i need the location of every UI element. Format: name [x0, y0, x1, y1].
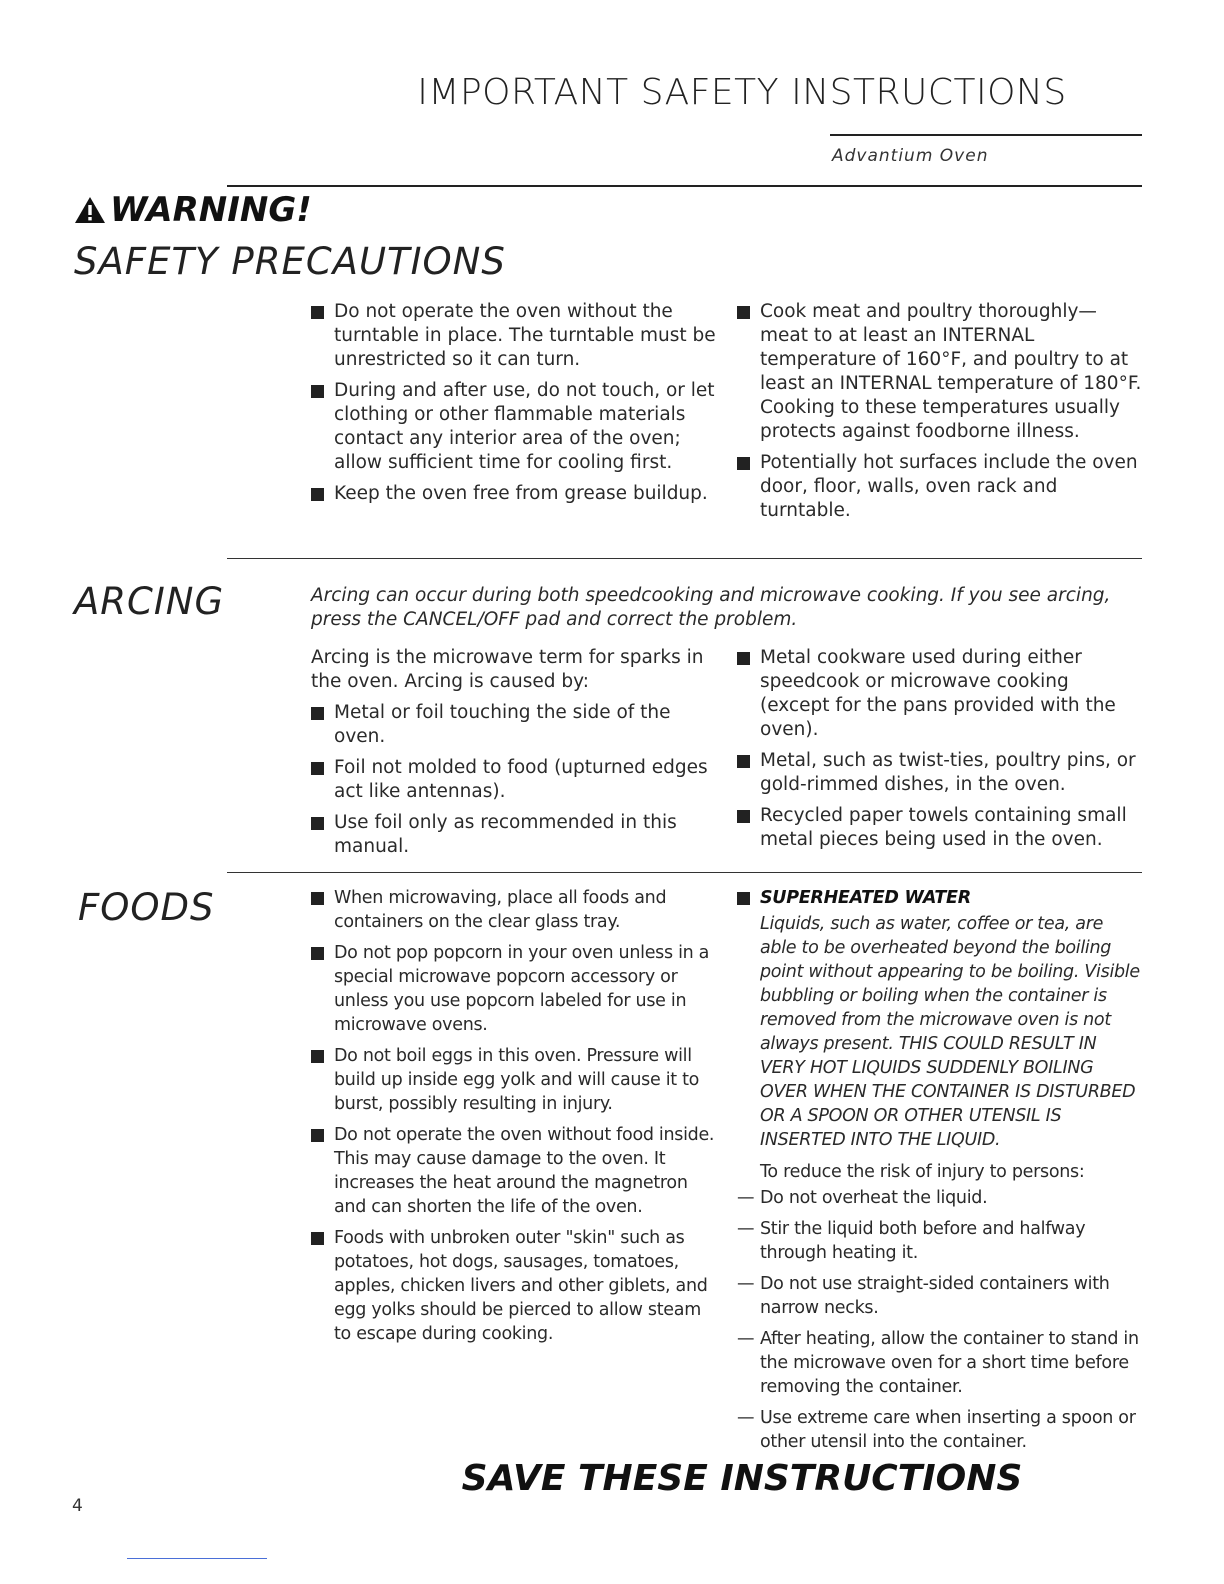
list-item: Potentially hot surfaces include the oven door, floor, walls, oven rack and turntable. [737, 451, 1142, 523]
superheated-lead: To reduce the risk of injury to persons: [760, 1162, 1085, 1182]
save-instructions: SAVE THESE INSTRUCTIONS [461, 1458, 1023, 1499]
section-divider [227, 872, 1142, 873]
list-item: Metal or foil touching the side of the oven. [311, 701, 716, 749]
list-item: Cook meat and poultry thoroughly—meat to at least an INTERNAL temperature of 160°F, and poultry to at least an INTERNAL temperature of 180°F. Cooking to these temperatures usually protects against foodborne illness. [737, 300, 1142, 444]
dash-item: — Use extreme care when inserting a spoon or other utensil into the container. [737, 1408, 1136, 1452]
superheated-water-title: SUPERHEATED WATER [737, 886, 1142, 910]
warning-title [74, 190, 312, 230]
safety-precautions-heading: SAFETY PRECAUTIONS [74, 240, 506, 283]
safety-right-column [737, 300, 1142, 530]
list-item: Recycled paper towels containing small metal pieces being used in the oven. [737, 804, 1142, 852]
dash-item: — Do not overheat the liquid. [737, 1188, 988, 1208]
arcing-intro: Arcing can occur during both speedcooking and microwave cooking. If you see arcing, press the CANCEL/OFF pad and correct the problem. [311, 585, 1111, 630]
list-item: During and after use, do not touch, or let clothing or other flammable materials contact any interior area of the oven; allow sufficient time for cooling first. [311, 379, 716, 475]
foods-left-column [311, 886, 716, 1353]
dash-item: — Stir the liquid both before and halfway through heating it. [737, 1219, 1086, 1263]
dash-item: — After heating, allow the container to stand in the microwave oven for a short time before removing the container. [737, 1329, 1139, 1397]
dash-item: — Do not use straight-sided containers with narrow necks. [737, 1274, 1110, 1318]
footer-link-line [127, 1558, 267, 1559]
list-item: Foods with unbroken outer "skin" such as potatoes, hot dogs, sausages, tomatoes, apples, chicken livers and other giblets, and egg yolks should be pierced to allow steam to escape during cooking. [311, 1226, 716, 1346]
page-title: IMPORTANT SAFETY INSTRUCTIONS [417, 72, 1067, 113]
arcing-right-column [737, 646, 1142, 859]
arcing-heading: ARCING [74, 580, 225, 623]
foods-right-column [737, 886, 1142, 1461]
list-item: Do not pop popcorn in your oven unless in a special microwave popcorn accessory or unless you use popcorn labeled for use in microwave ovens. [311, 941, 716, 1037]
warning-label: WARNING! [110, 190, 312, 230]
list-item: When microwaving, place all foods and containers on the clear glass tray. [311, 886, 716, 934]
superheated-water-body: Liquids, such as water, coffee or tea, are able to be overheated beyond the boiling point without appearing to be boiling. Visible bubbling or boiling when the container is removed from the microwave oven is not always present. THIS COULD RESULT IN VERY HOT LIQUIDS SUDDENLY BOILING OVER WHEN THE CONTAINER IS DISTURBED OR A SPOON OR OTHER UTENSIL IS INSERTED INTO THE LIQUID. [760, 914, 1140, 1150]
header-rule-short [830, 134, 1142, 136]
list-item: Do not operate the oven without food inside. This may cause damage to the oven. It increases the heat around the magnetron and can shorten the life of the oven. [311, 1123, 716, 1219]
page-number: 4 [72, 1496, 83, 1516]
section-divider [227, 558, 1142, 559]
header-rule-long [227, 185, 1142, 187]
list-item: Use foil only as recommended in this manual. [311, 811, 716, 859]
page-subtitle: Advantium Oven [832, 146, 989, 166]
list-item: Do not boil eggs in this oven. Pressure will build up inside egg yolk and will cause it to burst, possibly resulting in injury. [311, 1044, 716, 1116]
warning-triangle-icon [74, 196, 106, 224]
list-item: Metal cookware used during either speedcook or microwave cooking (except for the pans provided with the oven). [737, 646, 1142, 742]
safety-left-column [311, 300, 716, 513]
list-item: Keep the oven free from grease buildup. [311, 482, 716, 506]
arcing-left-column [311, 646, 716, 866]
arcing-lead: Arcing is the microwave term for sparks in the oven. Arcing is caused by: [311, 647, 704, 692]
list-item: Do not operate the oven without the turntable in place. The turntable must be unrestricted so it can turn. [311, 300, 716, 372]
list-item: Metal, such as twist-ties, poultry pins, or gold-rimmed dishes, in the oven. [737, 749, 1142, 797]
list-item: Foil not molded to food (upturned edges act like antennas). [311, 756, 716, 804]
foods-heading: FOODS [78, 886, 215, 929]
